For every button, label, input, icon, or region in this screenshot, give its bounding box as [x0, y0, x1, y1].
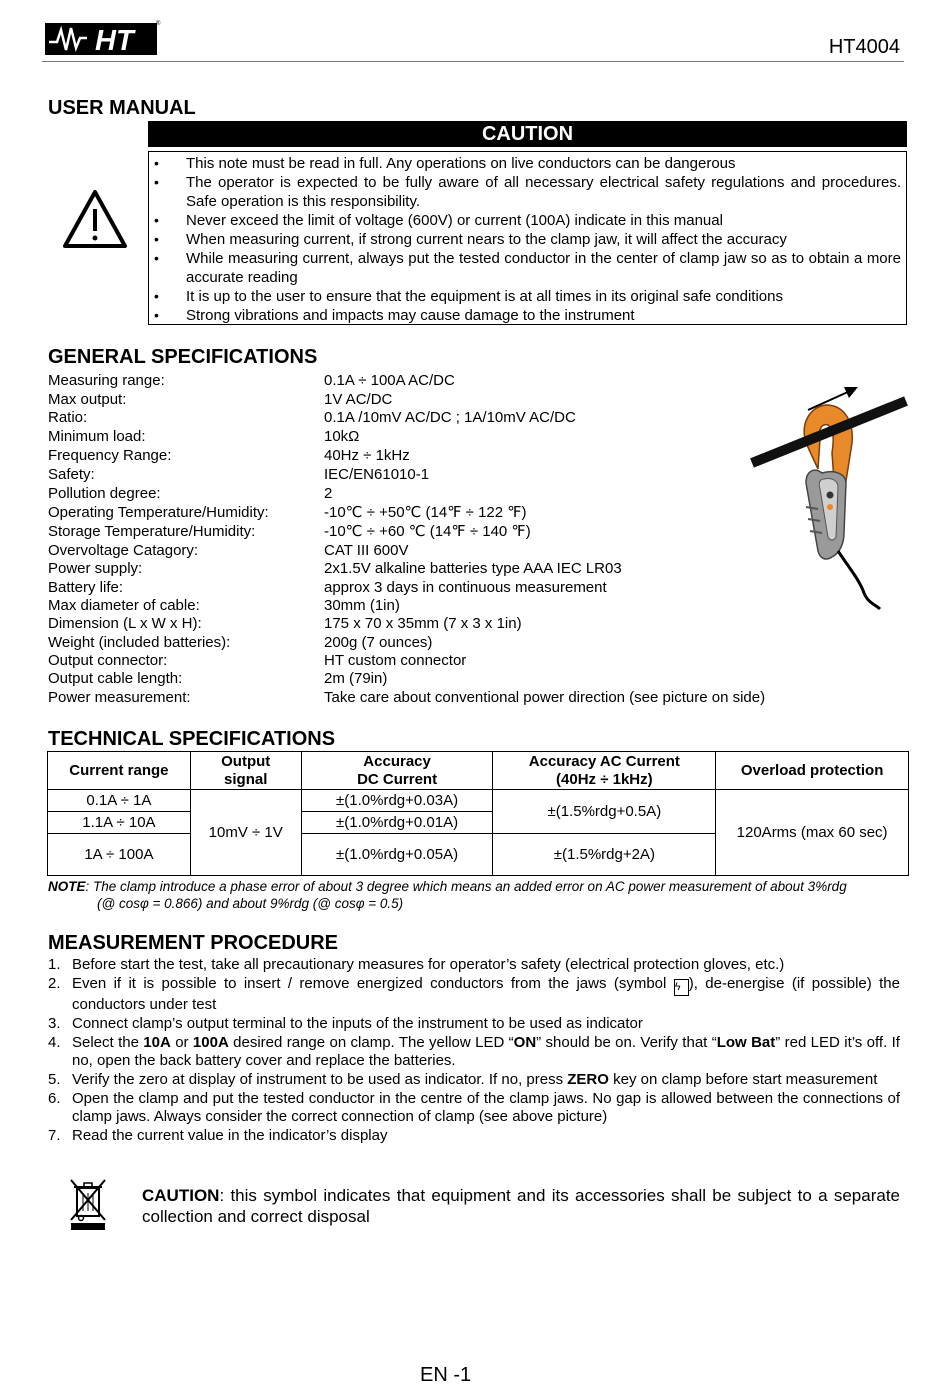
technical-specs-heading: TECHNICAL SPECIFICATIONS [48, 728, 336, 750]
spec-label: Output cable length: [48, 670, 183, 687]
caution-list [149, 154, 901, 325]
note-text-cont: (@ cosφ = 0.866) and about 9%rdg (@ cosφ = 0.5) [97, 896, 404, 911]
spec-label: Weight (included batteries): [48, 633, 231, 651]
user-manual-heading: USER MANUAL [48, 97, 196, 119]
procedure-step: 1. Before start the test, take all precautionary measures for operator’s safety (electrical protection gloves, etc.) [48, 956, 785, 973]
spec-value: 1V AC/DC [324, 390, 393, 408]
col-accuracy-ac: Accuracy AC Current (40Hz ÷ 1kHz) [493, 752, 716, 790]
cell-dc: ±(1.0%rdg+0.01A) [301, 812, 493, 834]
warning-triangle-icon [62, 189, 128, 249]
spec-value: CAT III 600V [324, 542, 409, 559]
caution-item: • The operator is expected to be fully aware of all necessary electrical safety regulations and procedures. Safe operation is this responsibility. [149, 173, 901, 211]
header-rule [42, 61, 904, 62]
spec-label: Minimum load: [48, 428, 146, 445]
col-current-range: Current range [48, 752, 191, 790]
spec-value: -10℃ ÷ +50℃ (14℉ ÷ 122 ℉) [324, 504, 527, 521]
spec-label: Ratio: [48, 409, 88, 426]
spec-value: 2m (79in) [324, 670, 388, 687]
spec-value: 30mm (1in) [324, 597, 400, 614]
procedure-step: 4. Select the 10A or 100A desired range on clamp. The yellow LED “ON” should be on. Verify that “Low Bat” red LED it’s off. If no, open the back battery cover and replace the batteries. [48, 1034, 900, 1069]
spec-value: Take care about conventional power direction (see picture on side) [324, 688, 766, 706]
svg-text:HT: HT [95, 25, 134, 56]
caution-item: • Never exceed the limit of voltage (600V) or current (100A) indicate in this manual [149, 211, 901, 230]
measurement-heading: MEASUREMENT PROCEDURE [48, 932, 339, 954]
general-specs-heading: GENERAL SPECIFICATIONS [48, 346, 318, 368]
cell-dc: ±(1.0%rdg+0.03A) [301, 790, 493, 812]
spec-label: Measuring range: [48, 372, 165, 389]
svg-text:®: ® [156, 21, 161, 27]
spec-label: Safety: [48, 466, 95, 483]
spec-label: Battery life: [48, 578, 124, 596]
spec-label: Max diameter of cable: [48, 597, 200, 614]
procedure-step: 3. Connect clamp’s output terminal to the inputs of the instrument to be used as indicator [48, 1015, 643, 1032]
spec-value: 175 x 70 x 35mm (7 x 3 x 1in) [324, 615, 522, 632]
cell-range: 1A ÷ 100A [48, 834, 191, 876]
spec-label: Max output: [48, 390, 127, 408]
col-output-signal: Output signal [190, 752, 301, 790]
spec-value: 0.1A ÷ 100A AC/DC [324, 372, 455, 389]
spec-label: Output connector: [48, 652, 168, 669]
cell-ac: ±(1.5%rdg+2A) [493, 834, 716, 876]
spec-value: HT custom connector [324, 652, 467, 669]
note-text: : The clamp introduce a phase error of about 3 degree which means an added error on AC power measurement of about 3%rdg [85, 879, 847, 894]
spec-label: Storage Temperature/Humidity: [48, 523, 256, 540]
caution-item: • When measuring current, if strong current nears to the clamp jaw, it will affect the accuracy [149, 230, 901, 249]
note-label: NOTE [48, 879, 86, 894]
spec-label: Dimension (L x W x H): [48, 615, 202, 632]
spec-value: 0.1A /10mV AC/DC ; 1A/10mV AC/DC [324, 409, 576, 426]
procedure-step: 5. Verify the zero at display of instrument to be used as indicator. If no, press ZERO key on clamp before start measurement [48, 1071, 878, 1088]
spec-label: Power supply: [48, 560, 143, 577]
procedure-step: 7. Read the current value in the indicator’s display [48, 1127, 388, 1144]
caution-title: CAUTION [148, 121, 907, 147]
model-number: HT4004 [828, 36, 900, 58]
phase-error-note [48, 878, 908, 912]
spec-label: Power measurement: [48, 688, 191, 706]
cell-range: 0.1A ÷ 1A [48, 790, 191, 812]
cell-range: 1.1A ÷ 10A [48, 812, 191, 834]
spec-label: Pollution degree: [48, 485, 161, 502]
weee-bin-icon [68, 1178, 108, 1230]
spec-value: 2x1.5V alkaline batteries type AAA IEC LR03 [324, 560, 622, 577]
lightning-symbol-icon: ϟ [674, 979, 689, 996]
disposal-text: : this symbol indicates that equipment and its accessories shall be subject to a separate collection and correct disposal [142, 1186, 900, 1226]
technical-specs-table [47, 751, 909, 876]
col-accuracy-dc: Accuracy DC Current [301, 752, 493, 790]
spec-value: 200g (7 ounces) [324, 633, 433, 651]
spec-value: -10℃ ÷ +60 ℃ (14℉ ÷ 140 ℉) [324, 523, 531, 540]
table-row [48, 790, 909, 812]
spec-value: 40Hz ÷ 1kHz [324, 447, 410, 464]
disposal-caution [142, 1185, 900, 1227]
ht-logo [45, 18, 163, 56]
cell-output: 10mV ÷ 1V [190, 790, 301, 876]
caution-box [148, 151, 907, 325]
disposal-label: CAUTION [142, 1186, 220, 1205]
spec-value: 10kΩ [324, 428, 360, 445]
spec-label: Frequency Range: [48, 447, 172, 464]
col-overload: Overload protection [716, 752, 909, 790]
cell-dc: ±(1.0%rdg+0.05A) [301, 834, 493, 876]
spec-value: IEC/EN61010-1 [324, 466, 430, 483]
cell-ac: ±(1.5%rdg+0.5A) [493, 790, 716, 834]
cell-overload: 120Arms (max 60 sec) [716, 790, 909, 876]
caution-item: • Strong vibrations and impacts may cause damage to the instrument [149, 306, 901, 325]
caution-item: • While measuring current, always put the tested conductor in the center of clamp jaw so as to obtain a more accurate reading [149, 249, 901, 287]
table-header-row [48, 752, 909, 790]
procedure-step: 2. Even if it is possible to insert / remove energized conductors from the jaws (symbol ϟ ), de-energise (if possible) the conductors under test [48, 975, 900, 1013]
procedure-list [48, 956, 900, 1146]
clamp-meter-illustration [748, 383, 908, 615]
spec-value: 2 [324, 485, 333, 502]
spec-value: approx 3 days in continuous measurement [324, 578, 607, 596]
spec-label: Overvoltage Catagory: [48, 542, 199, 559]
caution-item: • It is up to the user to ensure that the equipment is at all times in its original safe conditions [149, 287, 901, 306]
procedure-step: 6. Open the clamp and put the tested conductor in the centre of the clamp jaws. No gap is allowed between the connections of clamp jaws. Always consider the correct connection of clamp (see above picture) [48, 1090, 900, 1125]
spec-label: Operating Temperature/Humidity: [48, 504, 269, 521]
caution-item: • This note must be read in full. Any operations on live conductors can be dangerous [149, 154, 901, 173]
page-number: EN -1 [420, 1364, 472, 1386]
